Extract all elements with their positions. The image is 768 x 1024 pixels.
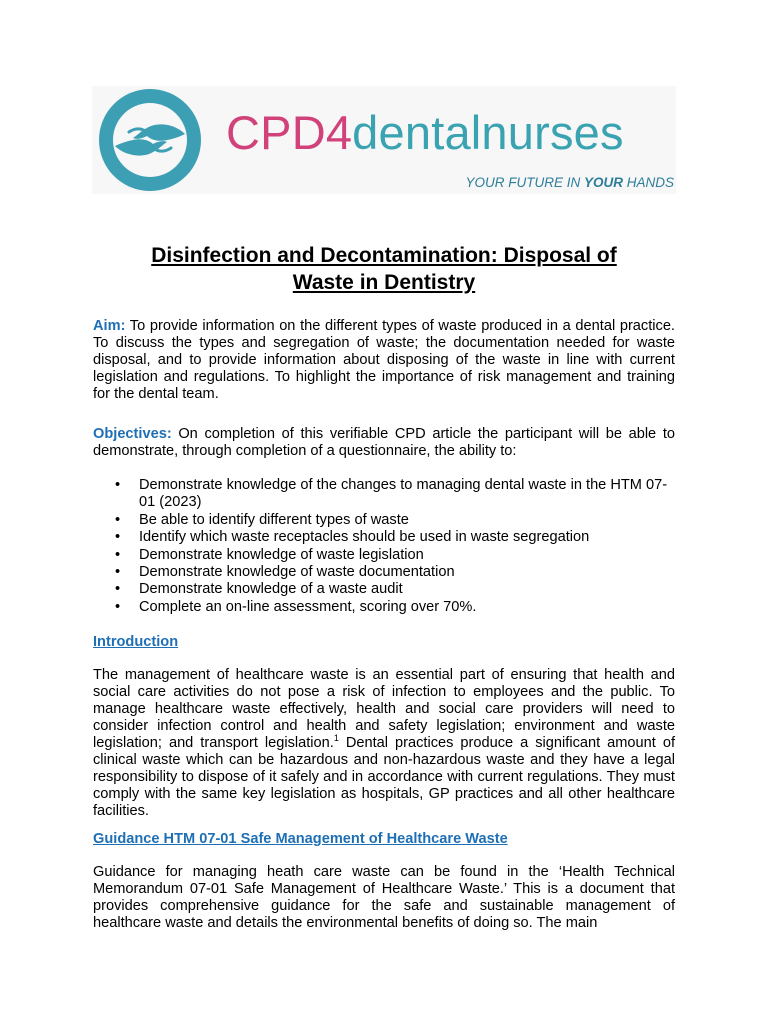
aim-paragraph: [93, 318, 675, 403]
brand-part-dentalnurses: dentalnurses: [352, 106, 624, 159]
page-title: [96, 242, 672, 296]
introduction-paragraph: The management of healthcare waste is an essential part of ensuring that health and social care activities do not pose a risk of infection to employees and the public. To manage healthcare waste effectively, health and social care providers will need to consider infection control and health and safety legislation; environment and waste legislation; and transport legislation.$^1$ Dental practices produce a significant amount of clinical waste which can be hazardous and non-hazardous waste and they have a legal responsibility to dispose of it safely and in accordance with current regulations. They must comply with the same key legislation as hospitals, GP practices and all other healthcare facilities.: [93, 667, 675, 819]
brand-tagline: YOUR FUTURE IN YOUR HANDS: [465, 175, 674, 190]
list-item: • Complete an on-line assessment, scoring over 70%.: [93, 599, 675, 616]
aim-text: To provide information on the different types of waste produced in a dental practice. To discuss the types and segregation of waste; the documentation needed for waste disposal, and to provide information about disposing of the waste in line with current legislation and regulations. To highlight the importance of risk management and training for the dental team.: [93, 318, 675, 402]
guidance-paragraph: Guidance for managing heath care waste can be found in the ‘Health Technical Memorandum 07-01 Safe Management of Healthcare Waste.’ This is a document that provides comprehensive guidance for the safe and sustainable management of healthcare waste and details the environmental benefits of doing so. The main: [93, 864, 675, 931]
list-item: • Be able to identify different types of waste: [93, 512, 675, 529]
list-item: • Identify which waste receptacles should be used in waste segregation: [93, 529, 675, 546]
list-item: • Demonstrate knowledge of a waste audit: [93, 581, 675, 598]
footnote-marker: 1: [333, 733, 339, 744]
page-title-line-1: Disinfection and Decontamination: Disposal of: [151, 244, 617, 267]
list-item: • Demonstrate knowledge of waste legislation: [93, 547, 675, 564]
hands-circle-logo-icon: [93, 88, 207, 192]
introduction-heading[interactable]: Introduction: [93, 634, 179, 650]
guidance-heading[interactable]: Guidance HTM 07-01 Safe Management of Healthcare Waste: [93, 831, 508, 847]
brand-part-cpd4: CPD4: [226, 106, 353, 159]
brand-wordmark: [226, 106, 624, 159]
logo-banner: [92, 86, 676, 194]
list-item: • Demonstrate knowledge of waste documentation: [93, 564, 675, 581]
list-item: • Demonstrate knowledge of the changes to managing dental waste in the HTM 07-01 (2023): [93, 477, 675, 512]
aim-label: Aim:: [93, 318, 126, 334]
objectives-list: [93, 477, 675, 616]
page-title-line-2: Waste in Dentistry: [292, 271, 476, 294]
objectives-paragraph: [93, 426, 675, 460]
objectives-text: On completion of this verifiable CPD article the participant will be able to demonstrate, through completion of a questionnaire, the ability to:: [93, 426, 675, 459]
objectives-label: Objectives:: [93, 426, 172, 442]
